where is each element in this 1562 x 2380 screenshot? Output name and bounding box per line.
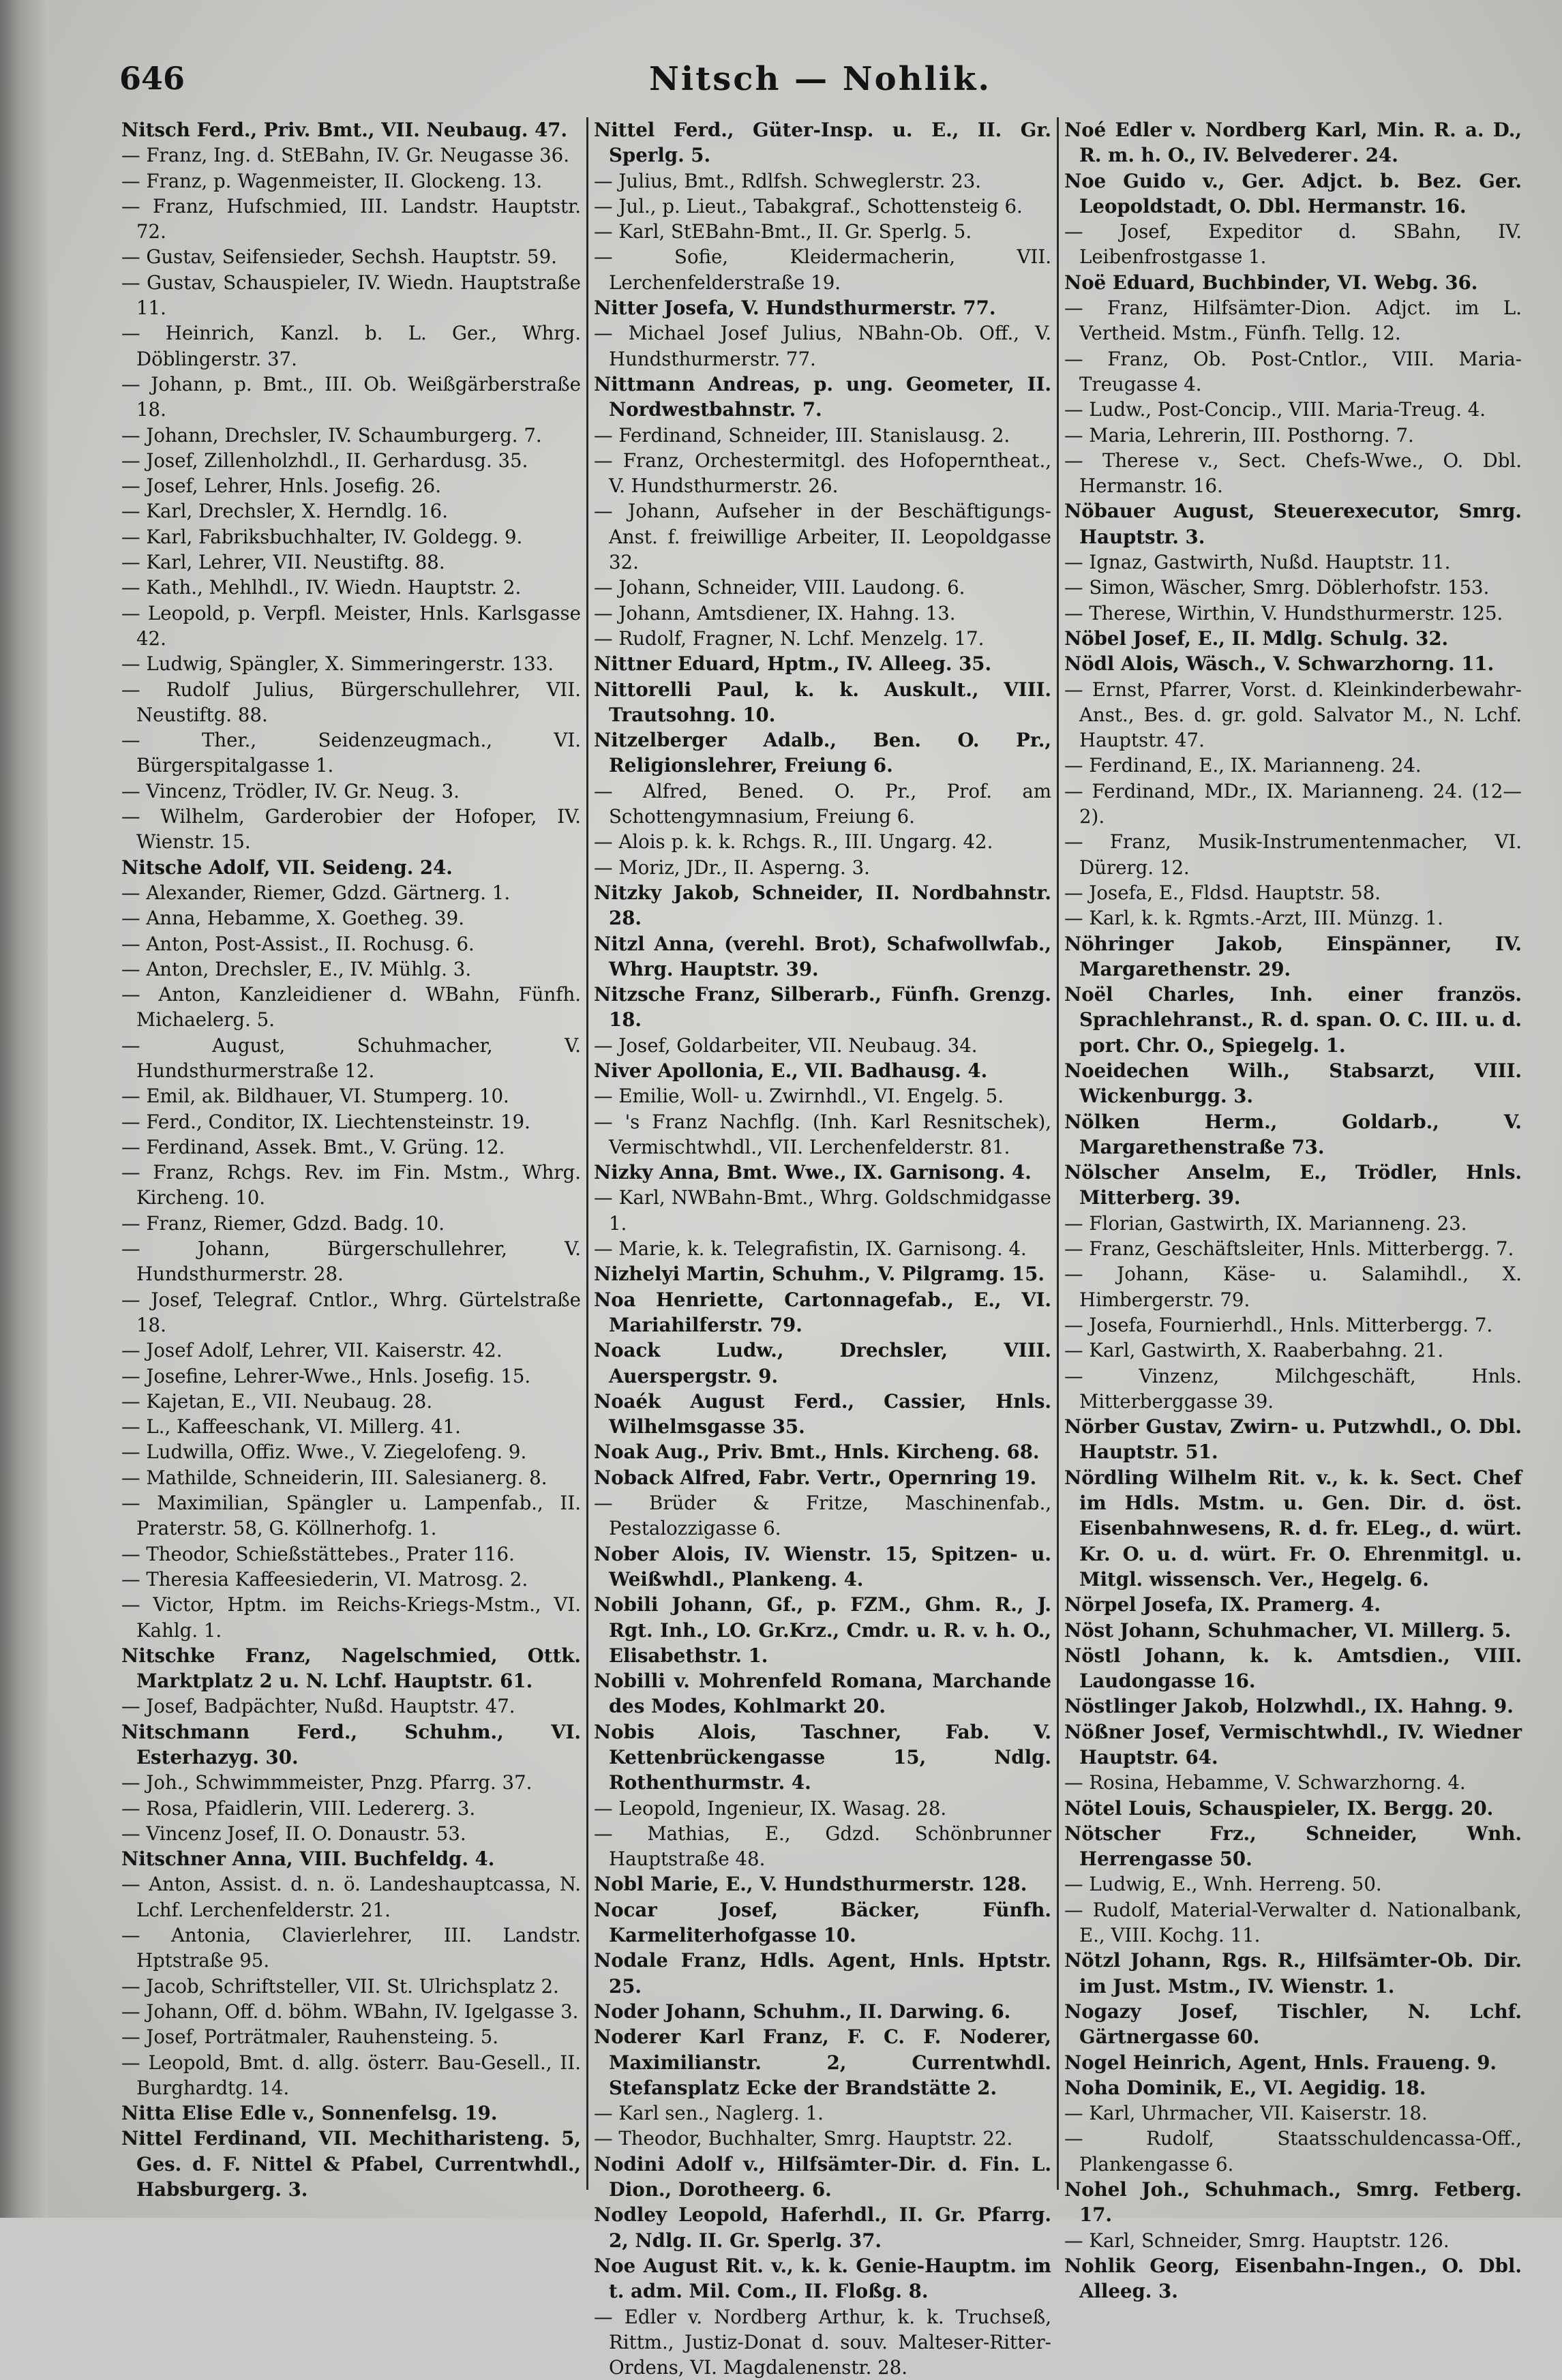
directory-entry: — Franz, Riemer, Gdzd. Badg. 10. <box>121 1211 445 1235</box>
directory-entry: Nitsch Ferd., Priv. Bmt., VII. Neubaug. 47. <box>121 119 568 141</box>
directory-entry: — Kath., Mehlhdl., IV. Wiedn. Hauptstr. 2. <box>121 576 522 599</box>
directory-entry: — Rudolf, Fragner, N. Lchf. Menzelg. 17. <box>594 627 985 650</box>
book-binding-edge <box>0 0 48 2218</box>
directory-entry: Nogel Heinrich, Agent, Hnls. Fraueng. 9. <box>1064 2051 1497 2074</box>
directory-entry: — August, Schuhmacher, V. Hundsthurmerstraße 12. <box>121 1034 581 1082</box>
page-number: 646 <box>119 60 185 97</box>
directory-entry: Nobis Alois, Taschner, Fab. V. Kettenbrückengasse 15, Ndlg. Rothenthurmstr. 4. <box>594 1720 1051 1794</box>
directory-entry: Noaék August Ferd., Cassier, Hnls. Wilhelmsgasse 35. <box>594 1389 1051 1438</box>
directory-entry: — Rosina, Hebamme, V. Schwarzhorng. 4. <box>1064 1771 1466 1794</box>
directory-entry: — Alexander, Riemer, Gdzd. Gärtnerg. 1. <box>121 881 511 904</box>
directory-entry: Nödl Alois, Wäsch., V. Schwarzhorng. 11. <box>1064 652 1495 676</box>
directory-entry: Nötscher Frz., Schneider, Wnh. Herrengasse 50. <box>1064 1822 1522 1871</box>
directory-entry: — Sofie, Kleidermacherin, VII. Lerchenfelderstraße 19. <box>594 245 1051 294</box>
directory-entry: — Ferd., Conditor, IX. Liechtensteinstr. 19. <box>121 1110 530 1133</box>
directory-entry: Nöhringer Jakob, Einspänner, IV. Margarethenstr. 29. <box>1064 932 1522 980</box>
directory-entry: Noder Johann, Schuhm., II. Darwing. 6. <box>594 2000 1011 2023</box>
directory-entry: — Rudolf, Material-Verwalter d. Nationalbank, E., VIII. Kochg. 11. <box>1064 1898 1522 1947</box>
directory-entry: — Franz, Ob. Post-Cntlor., VIII. Maria-Treugasse 4. <box>1064 347 1522 395</box>
directory-entry: — Rudolf Julius, Bürgerschullehrer, VII. Neustiftg. 88. <box>121 678 581 726</box>
directory-entry: — Ignaz, Gastwirth, Nußd. Hauptstr. 11. <box>1064 551 1451 574</box>
directory-entry: Nittel Ferdinand, VII. Mechitharisteng. 5, Ges. d. F. Nittel & Pfabel, Currentwhdl., Habsburgerg. 3. <box>121 2127 581 2201</box>
directory-entry: — Julius, Bmt., Rdlfsh. Schweglerstr. 23. <box>594 169 982 192</box>
directory-entry: — Karl, Uhrmacher, VII. Kaiserstr. 18. <box>1064 2102 1428 2125</box>
directory-entry: — Josef Adolf, Lehrer, VII. Kaiserstr. 42. <box>121 1339 502 1362</box>
column-right <box>1057 117 1527 2303</box>
directory-entry: Nöstlinger Jakob, Holzwhdl., IX. Hahng. 9. <box>1064 1695 1514 1718</box>
directory-entry: — Ferdinand, MDr., IX. Marianneng. 24. (12—2). <box>1064 779 1522 828</box>
directory-entry: — Karl, Schneider, Smrg. Hauptstr. 126. <box>1064 2229 1450 2252</box>
directory-entry: Nitschmann Ferd., Schuhm., VI. Esterhazyg. 30. <box>121 1720 581 1768</box>
directory-entry: — Edler v. Nordberg Arthur, k. k. Truchseß, Rittm., Justiz-Donat d. souv. Malteser-Ritter-Ordens, VI. Magdalenenstr. 28. <box>594 2305 1051 2379</box>
directory-entry: Nitter Josefa, V. Hundsthurmerstr. 77. <box>594 297 996 320</box>
directory-entry: Nörber Gustav, Zwirn- u. Putzwhdl., O. Dbl. Hauptstr. 51. <box>1064 1415 1522 1464</box>
directory-entry: — Maximilian, Spängler u. Lampenfab., II. Praterstr. 58, G. Köllnerhofg. 1. <box>121 1492 581 1540</box>
directory-entry: Nöbel Josef, E., II. Mdlg. Schulg. 32. <box>1064 627 1449 650</box>
directory-entry: — Brüder & Fritze, Maschinenfab., Pestalozzigasse 6. <box>594 1492 1051 1540</box>
directory-entry: Nittmann Andreas, p. ung. Geometer, II. Nordwestbahnstr. 7. <box>594 372 1051 421</box>
directory-entry: — Karl, Drechsler, X. Herndlg. 16. <box>121 500 448 523</box>
directory-entry: Niver Apollonia, E., VII. Badhausg. 4. <box>594 1059 988 1082</box>
directory-entry: Nitsche Adolf, VII. Seideng. 24. <box>121 856 453 879</box>
directory-entry: Nößner Josef, Vermischtwhdl., IV. Wiedner Hauptstr. 64. <box>1064 1720 1522 1768</box>
directory-entry: — Karl, Lehrer, VII. Neustiftg. 88. <box>121 551 445 574</box>
directory-entry: — Mathilde, Schneiderin, III. Salesianerg. 8. <box>121 1466 547 1489</box>
directory-entry: — Ferdinand, E., IX. Marianneng. 24. <box>1064 754 1422 777</box>
directory-entry: Nizky Anna, Bmt. Wwe., IX. Garnisong. 4. <box>594 1161 1032 1184</box>
directory-entry: — Josef, Zillenholzhdl., II. Gerhardusg. 35. <box>121 449 528 472</box>
directory-entry: — Franz, Orchestermitgl. des Hofoperntheat., V. Hundsthurmerstr. 26. <box>594 449 1051 498</box>
directory-entry: — Florian, Gastwirth, IX. Marianneng. 23. <box>1064 1211 1467 1235</box>
directory-entry: Nöstl Johann, k. k. Amtsdien., VIII. Laudongasse 16. <box>1064 1644 1522 1693</box>
directory-entry: Nittorelli Paul, k. k. Auskult., VIII. Trautsohng. 10. <box>594 678 1051 726</box>
directory-entry: — Anton, Kanzleidiener d. WBahn, Fünfh. Michaelerg. 5. <box>121 983 581 1031</box>
directory-entry: — Leopold, Bmt. d. allg. österr. Bau-Gesell., II. Burghardtg. 14. <box>121 2051 581 2099</box>
directory-entry: — Moriz, JDr., II. Asperng. 3. <box>594 856 870 879</box>
directory-entry: — Wilhelm, Garderobier der Hofoper, IV. Wienstr. 15. <box>121 805 581 854</box>
directory-entry: — Anton, Drechsler, E., IV. Mühlg. 3. <box>121 957 472 980</box>
directory-entry: Nodini Adolf v., Hilfsämter-Dir. d. Fin. L. Dion., Dorotheerg. 6. <box>594 2152 1051 2201</box>
directory-entry: — Josefa, Fournierhdl., Hnls. Mitterbergg. 7. <box>1064 1313 1493 1336</box>
directory-entry: — Johann, Off. d. böhm. WBahn, IV. Igelgasse 3. <box>121 2000 579 2023</box>
page-header <box>119 60 1521 108</box>
directory-entry: — Franz, Rchgs. Rev. im Fin. Mstm., Whrg. Kircheng. 10. <box>121 1161 581 1209</box>
directory-entry: — Johann, Schneider, VIII. Laudong. 6. <box>594 576 965 599</box>
directory-entry: Nitta Elise Edle v., Sonnenfelsg. 19. <box>121 2102 498 2125</box>
directory-entry: — Gustav, Schauspieler, IV. Wiedn. Hauptstraße 11. <box>121 271 581 320</box>
directory-entry: — Anton, Assist. d. n. ö. Landeshauptcassa, N. Lchf. Lerchenfelderstr. 21. <box>121 1873 581 1921</box>
directory-entry: — Ferdinand, Assek. Bmt., V. Grüng. 12. <box>121 1135 505 1158</box>
directory-entry: Noa Henriette, Cartonnagefab., E., VI. Mariahilferstr. 79. <box>594 1288 1051 1336</box>
directory-entry: — Josef, Goldarbeiter, VII. Neubaug. 34. <box>594 1034 978 1057</box>
directory-entry: — Theresia Kaffeesiederin, VI. Matrosg. 2. <box>121 1567 528 1591</box>
directory-entry: Noe Guido v., Ger. Adjct. b. Bez. Ger. Leopoldstadt, O. Dbl. Hermanstr. 16. <box>1064 169 1522 217</box>
directory-entry: Nitschner Anna, VIII. Buchfeldg. 4. <box>121 1848 495 1871</box>
directory-columns <box>116 117 1527 2379</box>
directory-entry: — Karl sen., Naglerg. 1. <box>594 2102 824 2125</box>
directory-entry: — Karl, NWBahn-Bmt., Whrg. Goldschmidgasse 1. <box>594 1186 1051 1235</box>
column-left <box>116 117 586 2201</box>
directory-entry: Nobili Johann, Gf., p. FZM., Ghm. R., J. Rgt. Inh., LO. Gr.Krz., Cmdr. u. R. v. h. O., Elisabethstr. 1. <box>594 1593 1051 1667</box>
directory-entry: Nittel Ferd., Güter-Insp. u. E., II. Gr. Sperlg. 5. <box>594 119 1051 167</box>
directory-entry: Noël Charles, Inh. einer französ. Sprachlehranst., R. d. span. O. C. III. u. d. port. Chr. O., Spiegelg. 1. <box>1064 983 1522 1057</box>
directory-entry: Nitzelberger Adalb., Ben. O. Pr., Religionslehrer, Freiung 6. <box>594 729 1051 777</box>
directory-entry: — Karl, StEBahn-Bmt., II. Gr. Sperlg. 5. <box>594 220 972 243</box>
directory-entry: — Ferdinand, Schneider, III. Stanislausg. 2. <box>594 423 1010 447</box>
directory-entry: — Anton, Post-Assist., II. Rochusg. 6. <box>121 932 475 955</box>
directory-entry: — Johann, Käse- u. Salamihdl., X. Himbergerstr. 79. <box>1064 1263 1522 1311</box>
directory-entry: Noe August Rit. v., k. k. Genie-Hauptm. im t. adm. Mil. Com., II. Floßg. 8. <box>594 2254 1051 2303</box>
directory-entry: — Mathias, E., Gdzd. Schönbrunner Hauptstraße 48. <box>594 1822 1051 1871</box>
directory-entry: Nodale Franz, Hdls. Agent, Hnls. Hptstr. 25. <box>594 1949 1051 1998</box>
directory-entry: — Therese, Wirthin, V. Hundsthurmerstr. 125. <box>1064 601 1503 624</box>
column-middle <box>586 117 1057 2379</box>
directory-entry: — Anna, Hebamme, X. Goetheg. 39. <box>121 907 464 930</box>
directory-entry: — Ludwig, Spängler, X. Simmeringerstr. 133. <box>121 652 554 676</box>
directory-entry: — Alfred, Bened. O. Pr., Prof. am Schottengymnasium, Freiung 6. <box>594 779 1051 828</box>
directory-entry: — Franz, Hilfsämter-Dion. Adjct. im L. Vertheid. Mstm., Fünfh. Tellg. 12. <box>1064 297 1522 345</box>
directory-entry: — L., Kaffeeschank, VI. Millerg. 41. <box>121 1415 461 1438</box>
directory-entry: — Karl, Gastwirth, X. Raaberbahng. 21. <box>1064 1339 1444 1362</box>
directory-entry: — Franz, Musik-Instrumentenmacher, VI. Dürerg. 12. <box>1064 830 1522 879</box>
directory-entry: Nölken Herm., Goldarb., V. Margarethenstraße 73. <box>1064 1110 1522 1158</box>
directory-entry: Nötel Louis, Schauspieler, IX. Bergg. 20. <box>1064 1796 1494 1820</box>
directory-entry: — Johann, Drechsler, IV. Schaumburgerg. 7. <box>121 423 542 447</box>
directory-entry: — Rudolf, Staatsschuldencassa-Off., Plankengasse 6. <box>1064 2127 1522 2175</box>
directory-entry: — Heinrich, Kanzl. b. L. Ger., Whrg. Döblingerstr. 37. <box>121 322 581 370</box>
directory-entry: Nitzl Anna, (verehl. Brot), Schafwollwfab., Whrg. Hauptstr. 39. <box>594 932 1051 980</box>
directory-entry: — Simon, Wäscher, Smrg. Döblerhofstr. 153. <box>1064 576 1490 599</box>
directory-entry: Noé Edler v. Nordberg Karl, Min. R. a. D., R. m. h. O., IV. Belvederег. 24. <box>1064 119 1522 167</box>
directory-entry: — Kajetan, E., VII. Neubaug. 28. <box>121 1389 433 1413</box>
directory-entry: Nölscher Anselm, E., Trödler, Hnls. Mitterberg. 39. <box>1064 1161 1522 1209</box>
directory-entry: — Johann, p. Bmt., III. Ob. Weißgärberstraße 18. <box>121 372 581 421</box>
directory-entry: — Rosa, Pfaidlerin, VIII. Ledererg. 3. <box>121 1796 476 1820</box>
directory-entry: — Victor, Hptm. im Reichs-Kriegs-Mstm., VI. Kahlg. 1. <box>121 1593 581 1642</box>
directory-entry: — Franz, Ing. d. StEBahn, IV. Gr. Neugasse 36. <box>121 144 569 167</box>
directory-entry: — Theodor, Schießstättebes., Prater 116. <box>121 1542 515 1565</box>
directory-entry: — Therese v., Sect. Chefs-Wwe., O. Dbl. Hermanstr. 16. <box>1064 449 1522 498</box>
directory-entry: — Johann, Aufseher in der Beschäftigungs-Anst. f. freiwillige Arbeiter, II. Leopoldgasse 32. <box>594 500 1051 574</box>
directory-entry: — Leopold, Ingenieur, IX. Wasag. 28. <box>594 1796 947 1820</box>
directory-entry: — Josef, Badpächter, Nußd. Hauptstr. 47. <box>121 1695 515 1718</box>
directory-entry: — Franz, Hufschmied, III. Landstr. Hauptstr. 72. <box>121 194 581 243</box>
directory-entry: — Theodor, Buchhalter, Smrg. Hauptstr. 22. <box>594 2127 1013 2150</box>
directory-entry: — Johann, Amtsdiener, IX. Hahng. 13. <box>594 601 956 624</box>
directory-entry: — Gustav, Seifensieder, Sechsh. Hauptstr. 59. <box>121 245 557 269</box>
directory-entry: Nobl Marie, E., V. Hundsthurmerstr. 128. <box>594 1873 1027 1896</box>
directory-entry: Noderer Karl Franz, F. C. F. Noderer, Maximilianstr. 2, Currentwhdl. Stefansplatz Ecke der Brandstätte 2. <box>594 2025 1051 2099</box>
directory-entry: Nohel Joh., Schuhmach., Smrg. Fetberg. 17. <box>1064 2178 1522 2227</box>
directory-entry: Nittner Eduard, Hptm., IV. Alleeg. 35. <box>594 652 992 676</box>
directory-entry: — Vinzenz, Milchgeschäft, Hnls. Mitterberggasse 39. <box>1064 1364 1522 1413</box>
directory-entry: — Josefa, E., Fldsd. Hauptstr. 58. <box>1064 881 1381 904</box>
directory-entry: Nitzsche Franz, Silberarb., Fünfh. Grenzg. 18. <box>594 983 1051 1031</box>
directory-entry: — Joh., Schwimmmeister, Pnzg. Pfarrg. 37. <box>121 1771 532 1794</box>
directory-entry: Nötzl Johann, Rgs. R., Hilfsämter-Ob. Dir. im Just. Mstm., IV. Wienstr. 1. <box>1064 1949 1522 1998</box>
directory-entry: — Jul., p. Lieut., Tabakgraf., Schottensteig 6. <box>594 194 1023 217</box>
directory-entry: Nöbauer August, Steuerexecutor, Smrg. Hauptstr. 3. <box>1064 500 1522 548</box>
directory-entry: — Ludw., Post-Concip., VIII. Maria-Treug. 4. <box>1064 398 1486 421</box>
directory-entry: Noha Dominik, E., VI. Aegidig. 18. <box>1064 2076 1426 2099</box>
directory-entry: — Ernst, Pfarrer, Vorst. d. Kleinkinderbewahr-Anst., Bes. d. gr. gold. Salvator M., N. Lchf. Hauptstr. 47. <box>1064 678 1522 752</box>
directory-entry: — Leopold, p. Verpfl. Meister, Hnls. Karlsgasse 42. <box>121 601 581 650</box>
directory-entry: — Ludwig, E., Wnh. Herreng. 50. <box>1064 1873 1382 1896</box>
directory-entry: — Vincenz, Trödler, IV. Gr. Neug. 3. <box>121 779 460 802</box>
directory-entry: — Franz, Geschäftsleiter, Hnls. Mitterbergg. 7. <box>1064 1237 1514 1261</box>
directory-entry: — Emil, ak. Bildhauer, VI. Stumperg. 10. <box>121 1085 509 1108</box>
directory-entry: — Emilie, Woll- u. Zwirnhdl., VI. Engelg. 5. <box>594 1085 1004 1108</box>
directory-entry: Nitzky Jakob, Schneider, II. Nordbahnstr. 28. <box>594 881 1051 930</box>
directory-entry: Nodley Leopold, Haferhdl., II. Gr. Pfarrg. 2, Ndlg. II. Gr. Sperlg. 37. <box>594 2203 1051 2252</box>
directory-entry: Nördling Wilhelm Rit. v., k. k. Sect. Chef im Hdls. Mstm. u. Gen. Dir. d. öst. Eisenbahnwesens, R. d. fr. ELeg., d. würt. Kr. O. u. d. würt. Fr. O. Ehrenmitgl. u. Mitgl. wissensch. Ver., Hegelg. 6. <box>1064 1466 1522 1591</box>
directory-entry: — Josef, Telegraf. Cntlor., Whrg. Gürtelstraße 18. <box>121 1288 581 1336</box>
directory-entry: Nizhelyi Martin, Schuhm., V. Pilgramg. 15. <box>594 1263 1045 1286</box>
running-head: Nitsch — Nohlik. <box>648 60 992 98</box>
directory-entry: — Johann, Bürgerschullehrer, V. Hundsthurmerstr. 28. <box>121 1237 581 1286</box>
directory-entry: Noack Ludw., Drechsler, VIII. Auerspergstr. 9. <box>594 1339 1051 1387</box>
directory-entry: — Michael Josef Julius, NBahn-Ob. Off., V. Hundsthurmerstr. 77. <box>594 322 1051 370</box>
directory-entry: — Josef, Porträtmaler, Rauhensteing. 5. <box>121 2025 499 2049</box>
directory-entry: — Antonia, Clavierlehrer, III. Landstr. Hptstraße 95. <box>121 1924 581 1972</box>
directory-entry: — Vincenz Josef, II. O. Donaustr. 53. <box>121 1822 466 1845</box>
directory-entry: — Ludwilla, Offiz. Wwe., V. Ziegelofeng. 9. <box>121 1441 527 1464</box>
directory-entry: — Maria, Lehrerin, III. Posthorng. 7. <box>1064 423 1414 447</box>
directory-entry: Nohlik Georg, Eisenbahn-Ingen., O. Dbl. Alleeg. 3. <box>1064 2254 1522 2303</box>
directory-entry: Nitschke Franz, Nagelschmied, Ottk. Marktplatz 2 u. N. Lchf. Hauptstr. 61. <box>121 1644 581 1693</box>
directory-entry: Nober Alois, IV. Wienstr. 15, Spitzen- u. Weißwhdl., Plankeng. 4. <box>594 1542 1051 1591</box>
directory-entry: — Franz, p. Wagenmeister, II. Glockeng. 13. <box>121 169 543 192</box>
directory-entry: Nöst Johann, Schuhmacher, VI. Millerg. 5. <box>1064 1618 1512 1642</box>
directory-entry: Noë Eduard, Buchbinder, VI. Webg. 36. <box>1064 271 1478 294</box>
directory-entry: Noeidechen Wilh., Stabsarzt, VIII. Wickenburgg. 3. <box>1064 1059 1522 1108</box>
directory-entry: — Josefine, Lehrer-Wwe., Hnls. Josefig. 15. <box>121 1364 531 1387</box>
directory-entry: — Marie, k. k. Telegrafistin, IX. Garnisong. 4. <box>594 1237 1027 1261</box>
directory-entry: — Karl, Fabriksbuchhalter, IV. Goldegg. 9. <box>121 525 523 548</box>
directory-entry: — Josef, Expeditor d. SBahn, IV. Leibenfrostgasse 1. <box>1064 220 1522 269</box>
directory-entry: — Karl, k. k. Rgmts.-Arzt, III. Münzg. 1. <box>1064 907 1443 930</box>
directory-entry: Nörpel Josefa, IX. Pramerg. 4. <box>1064 1593 1381 1616</box>
directory-entry: Noak Aug., Priv. Bmt., Hnls. Kircheng. 68. <box>594 1441 1040 1464</box>
directory-entry: — 's Franz Nachflg. (Inh. Karl Resnitschek), Vermischtwhdl., VII. Lerchenfelderstr. 81. <box>594 1110 1051 1158</box>
directory-entry: — Jacob, Schriftsteller, VII. St. Ulrichsplatz 2. <box>121 1974 559 1998</box>
directory-entry: — Alois p. k. k. Rchgs. R., III. Ungarg. 42. <box>594 830 993 854</box>
directory-entry: Nogazy Josef, Tischler, N. Lchf. Gärtnergasse 60. <box>1064 2000 1522 2049</box>
directory-entry: — Ther., Seidenzeugmach., VI. Bürgerspitalgasse 1. <box>121 729 581 777</box>
directory-entry: Nocar Josef, Bäcker, Fünfh. Karmeliterhofgasse 10. <box>594 1898 1051 1947</box>
directory-entry: Noback Alfred, Fabr. Vertr., Opernring 19. <box>594 1466 1037 1489</box>
directory-entry: — Josef, Lehrer, Hnls. Josefig. 26. <box>121 475 441 498</box>
directory-entry: Nobilli v. Mohrenfeld Romana, Marchande des Modes, Kohlmarkt 20. <box>594 1670 1051 1718</box>
